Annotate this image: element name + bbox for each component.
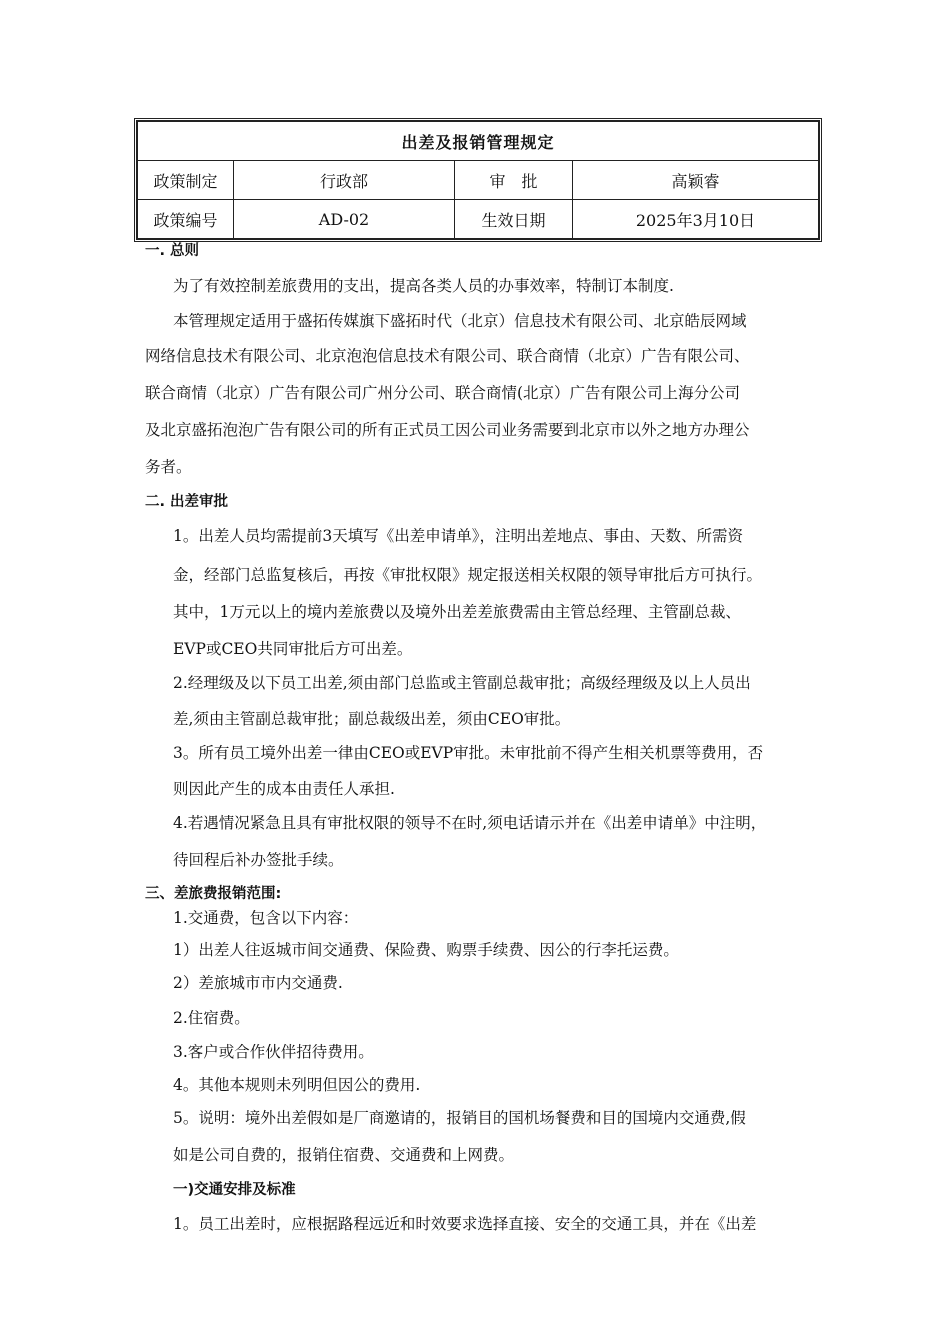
paragraph-line: 务者。 xyxy=(145,458,192,476)
paragraph: 1。出差人员均需提前3天填写《出差申请单》，注明出差地点、事由、天数、所需资 xyxy=(173,527,743,545)
paragraph: 2.经理级及以下员工出差,须由部门总监或主管副总裁审批；高级经理级及以上人员出 xyxy=(173,674,751,692)
label-approval: 审 批 xyxy=(455,161,573,200)
value-effective-date: 2025年3月10日 xyxy=(573,200,819,239)
paragraph: 3。所有员工境外出差一律由CEO或EVP审批。未审批前不得产生相关机票等费用，否 xyxy=(173,744,764,762)
paragraph-line: 则因此产生的成本由责任人承担. xyxy=(173,780,395,798)
paragraph-line: 及北京盛拓泡泡广告有限公司的所有正式员工因公司业务需要到北京市以外之地方办理公 xyxy=(145,421,750,439)
paragraph: 本管理规定适用于盛拓传媒旗下盛拓时代（北京）信息技术有限公司、北京皓辰网域 xyxy=(173,312,747,330)
list-item: 3.客户或合作伙伴招待费用。 xyxy=(173,1043,374,1061)
policy-header-table xyxy=(134,118,822,242)
label-policy-number: 政策编号 xyxy=(138,200,234,239)
paragraph-line: 其中，1万元以上的境内差旅费以及境外出差差旅费需由主管总经理、主管副总裁、 xyxy=(173,603,741,621)
list-item: 2）差旅城市市内交通费. xyxy=(173,974,343,992)
section-3-title: 三、差旅费报销范围: xyxy=(145,886,282,902)
value-approval: 高颖睿 xyxy=(573,161,819,200)
label-policy-maker: 政策制定 xyxy=(138,161,234,200)
value-policy-number: AD-02 xyxy=(234,200,455,239)
section-1-title: 一. 总则 xyxy=(145,243,200,259)
subsection-title: 一)交通安排及标准 xyxy=(173,1182,296,1198)
list-item: 1）出差人往返城市间交通费、保险费、购票手续费、因公的行李托运费。 xyxy=(173,941,679,959)
list-item: 5。说明：境外出差假如是厂商邀请的，报销目的国机场餐费和目的国境内交通费,假 xyxy=(173,1109,746,1127)
paragraph-line: 网络信息技术有限公司、北京泡泡信息技术有限公司、联合商情（北京）广告有限公司、 xyxy=(145,347,750,365)
list-item: 1.交通费，包含以下内容： xyxy=(173,909,359,927)
value-policy-maker: 行政部 xyxy=(234,161,455,200)
paragraph-line: 如是公司自费的，报销住宿费、交通费和上网费。 xyxy=(173,1146,515,1164)
paragraph: 为了有效控制差旅费用的支出，提高各类人员的办事效率，特制订本制度. xyxy=(173,277,674,295)
section-2-title: 二. 出差审批 xyxy=(145,494,229,510)
paragraph-line: 差,须由主管副总裁审批；副总裁级出差，须由CEO审批。 xyxy=(173,710,571,728)
document-title: 出差及报销管理规定 xyxy=(138,122,819,161)
paragraph-line: 待回程后补办签批手续。 xyxy=(173,851,344,869)
paragraph-line: 金，经部门总监复核后，再按《审批权限》规定报送相关权限的领导审批后方可执行。 xyxy=(173,566,763,584)
paragraph: 4.若遇情况紧急且具有审批权限的领导不在时,须电话请示并在《出差申请单》中注明， xyxy=(173,814,767,832)
paragraph: 1。员工出差时，应根据路程远近和时效要求选择直接、安全的交通工具，并在《出差 xyxy=(173,1215,757,1233)
label-effective-date: 生效日期 xyxy=(455,200,573,239)
list-item: 2.住宿费。 xyxy=(173,1009,250,1027)
list-item: 4。其他本规则未列明但因公的费用. xyxy=(173,1076,421,1094)
paragraph-line: 联合商情（北京）广告有限公司广州分公司、联合商情(北京）广告有限公司上海分公司 xyxy=(145,384,741,402)
paragraph-line: EVP或CEO共同审批后方可出差。 xyxy=(173,640,413,658)
